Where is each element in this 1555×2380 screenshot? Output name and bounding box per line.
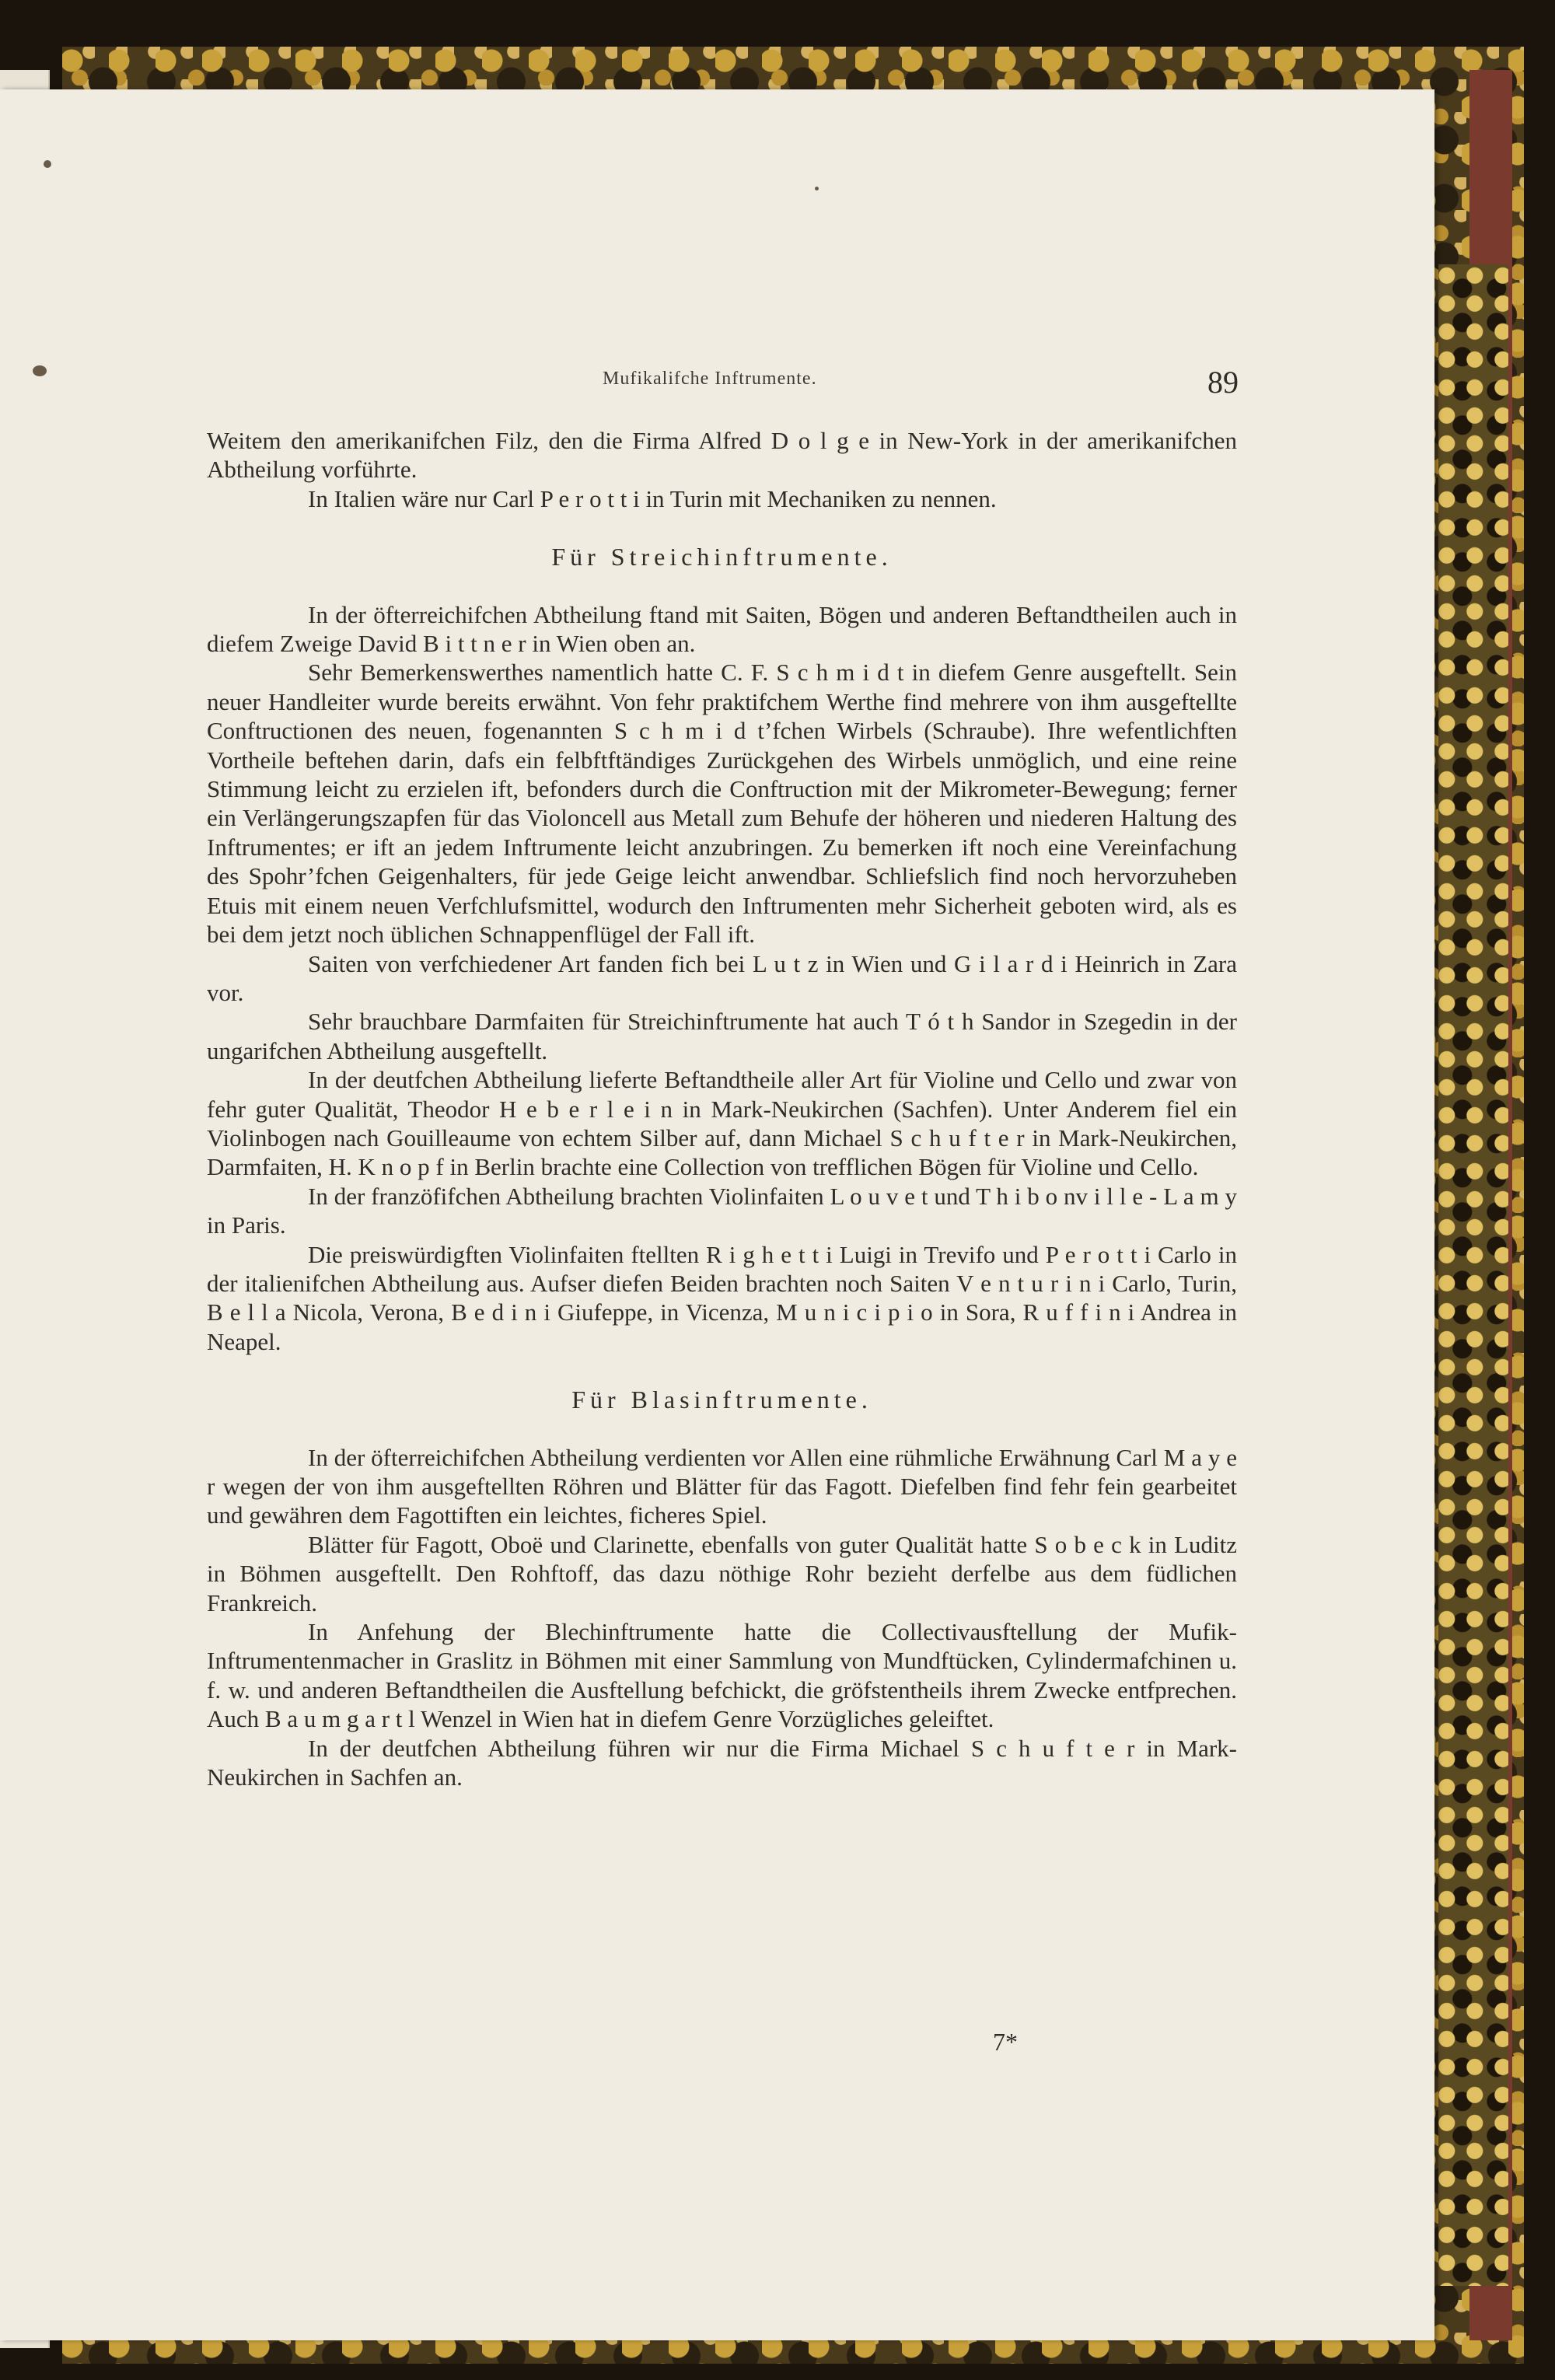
section-heading-wind: Für Blasinftrumente. bbox=[571, 1386, 872, 1414]
page-number: 89 bbox=[1207, 365, 1239, 400]
running-head bbox=[0, 364, 1434, 398]
paragraph: Blätter für Fagott, Oboë und Clarinette, ebenfalls von guter Qualität hatte S o b e c k in Luditz in Böhmen ausgeftellt. Den Rohftoff, das dazu nöthige Rohr bezieht derfelbe aus dem füdlichen Frankreich. bbox=[207, 1530, 1237, 1616]
paragraph: In der öfterreichifchen Abtheilung verdienten vor Allen eine rühmliche Erwähnung Carl M a y e r wegen der von ihm ausgeftellten Röhren und Blätter für das Fagott. Diefelben find fehr fein gearbeitet und gewähren dem Fagottiften ein leichtes, ficheres Spiel. bbox=[207, 1443, 1237, 1529]
running-title: Mufikalifche Inftrumente. bbox=[603, 369, 817, 389]
paragraph: In Anfehung der Blechinftrumente hatte die Collectivausftellung der Mufik-Inftrumentenmacher in Graslitz in Böhmen mit einer Sammlung von Mundftücken, Cylindermafchinen u. f. w. und anderen Beftandtheilen die Ausftellung befchickt, die gröfstentheils ihrem Zwecke entfprechen. Auch B a u m g a r t l Wenzel in Wien hat in diefem Genre Vorzügliches geleiftet. bbox=[207, 1618, 1237, 1733]
ink-spot bbox=[815, 187, 819, 190]
paragraph: Sehr Bemerkenswerthes namentlich hatte C. F. S c h m i d t in diefem Genre ausgeftellt. Sein neuer Handleiter wurde bereits erwähnt. Von fehr praktifchem Werthe find mehrere von ihm ausgeftellte Conftructionen des neuen, fogenannten S c h m i d t’fchen Wirbels (Schraube). Ihre wefentlichften Vortheile beftehen darin, dafs ein felbftftändiges Zurückgehen des Wirbels unmöglich, und eine reine Stimmung leicht zu erzielen ift, befonders durch die Conftruction mit der Mikrometer-Bewegung; ferner ein Verlängerungszapfen für das Violoncell aus Metall zum Behufe der höheren und niederen Haltung des Inftrumentes; er ift an jedem Inftrumente leicht anzubringen. Zu bemerken ift noch eine Vereinfachung des Spohr’fchen Geigenhalters, für jede Geige leicht anwendbar. Schliefslich find noch hervorzuheben Etuis mit einem neuen Verfchlufsmittel, wodurch den Inftrumenten mehr Sicherheit geboten wird, als es bei dem jetzt noch üblichen Schnappenflügel der Fall ift. bbox=[207, 659, 1237, 949]
ink-spot bbox=[44, 160, 51, 168]
paragraph: In der franzöfifchen Abtheilung brachten Violinfaiten L o u v e t und T h i b o nv i l l e - L a m y in Paris. bbox=[207, 1182, 1237, 1239]
paragraph: In der deutfchen Abtheilung lieferte Beftandtheile aller Art für Violine und Cello und zwar von fehr guter Qualität, Theodor H e b e r l e i n in Mark-Neukirchen (Sachfen). Unter Anderem fiel ein Violinbogen nach Gouilleaume von echtem Silber auf, dann Michael S c h u f t e r in Mark-Neukirchen, Darmfaiten, H. K n o p f in Berlin brachte eine Collection von trefflichen Bögen für Violine und Cello. bbox=[207, 1066, 1237, 1181]
paragraph: Weitem den amerikanifchen Filz, den die Firma Alfred D o l g e in New-York in der amerikanifchen Abtheilung vorführte. bbox=[207, 427, 1237, 484]
paragraph: Saiten von verfchiedener Art fanden fich bei L u t z in Wien und G i l a r d i Heinrich in Zara vor. bbox=[207, 949, 1237, 1006]
paragraph: Sehr brauchbare Darmfaiten für Streichinftrumente hat auch T ó t h Sandor in Szegedin in der ungarifchen Abtheilung ausgeftellt. bbox=[207, 1008, 1237, 1064]
paragraph: In Italien wäre nur Carl P e r o t t i in Turin mit Mechaniken zu nennen. bbox=[308, 484, 997, 512]
signature-mark: 7* bbox=[993, 2028, 1018, 2056]
body-text bbox=[207, 426, 1237, 1791]
section-heading-strings: Für Streichinftrumente. bbox=[551, 543, 893, 571]
paragraph: Die preiswürdigften Violinfaiten ftellten R i g h e t t i Luigi in Trevifo und P e r o t t i Carlo in der italienifchen Abtheilung aus. Aufser diefen Beiden brachten noch Saiten V e n t u r i n i Carlo, Turin, B e l l a Nicola, Verona, B e d i n i Giufeppe, in Vicenza, M u n i c i p i o in Sora, R u f f i n i Andrea in Neapel. bbox=[207, 1240, 1237, 1355]
paragraph: In der öfterreichifchen Abtheilung ftand mit Saiten, Bögen und anderen Beftandtheilen auch in diefem Zweige David B i t t n e r in Wien oben an. bbox=[207, 600, 1237, 658]
marbled-page-edge bbox=[1438, 264, 1508, 2286]
paragraph: In der deutfchen Abtheilung führen wir nur die Firma Michael S c h u f t e r in Mark-Neukirchen in Sachfen an. bbox=[207, 1734, 1237, 1791]
